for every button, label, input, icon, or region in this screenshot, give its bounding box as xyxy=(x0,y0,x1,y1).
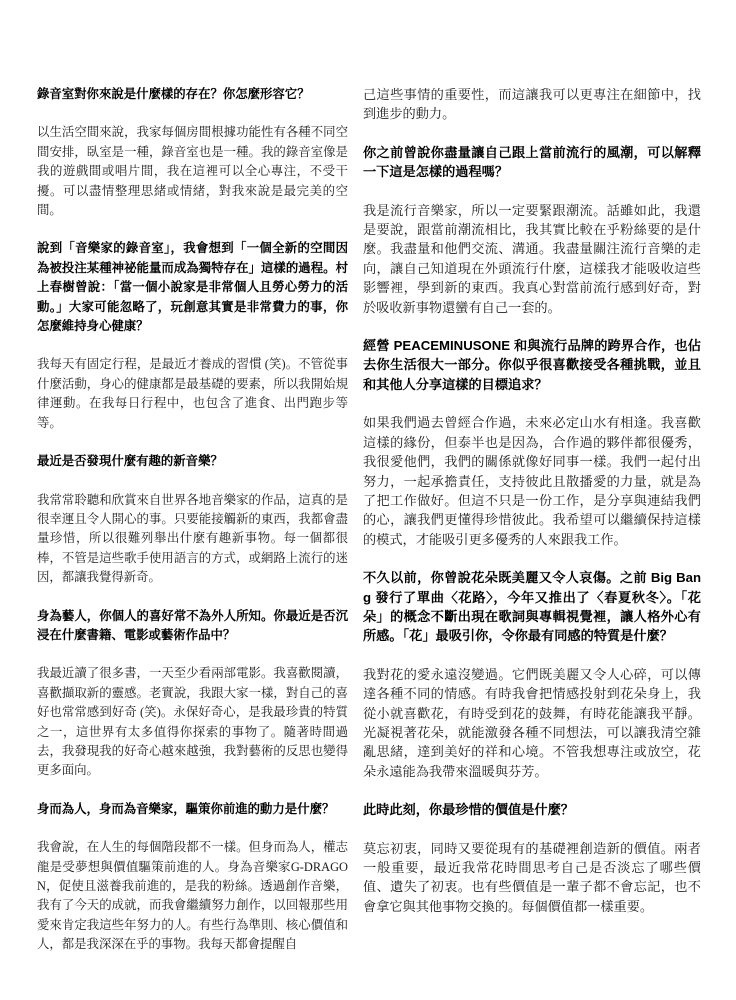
interview-answer: 我每天有固定行程，是最近才養成的習慣 (笑)。不管從事什麼活動，身心的健康都是最基礎的要素，所以我開始規律運動。在我每日行程中，也包含了進食、出門跑步等等。 xyxy=(37,357,348,430)
interview-question: 身而為人，身而為音樂家，驅策你前進的動力是什麼？ xyxy=(37,801,335,816)
interview-answer: 莫忘初衷，同時又要從現有的基礎裡創造新的價值。兩者一般重要，最近我常花時間思考自己是否淡忘了哪些價值、遺失了初衷。也有些價值是一輩子都不會忘記，也不會拿它與其他事物交換的。每個價值都一樣重要。 xyxy=(363,840,701,914)
interview-answer: 我常常聆聽和欣賞來自世界各地音樂家的作品，這真的是很幸運且令人開心的事。只要能接觸新的東西，我都會盡量珍惜，所以很難列舉出什麼有趣新事物。每一個都很棒，不管是這些歌手使用語言的方式，或網路上流行的迷因，都讓我覺得新奇。 xyxy=(37,492,348,585)
interview-answer: 我會說，在人生的每個階段都不一樣。但身而為人，權志龍是受夢想與價值驅策前進的人。身為音樂家G-DRAGON，促使且滋養我前進的，是我的粉絲。透過創作音樂，我有了今天的成就，而我會繼續努力創作，以回報那些用愛來肯定我這些年努力的人。有些行為準則、核心價值和人，都是我深深在乎的事物。我每天都會提醒自 xyxy=(37,840,348,952)
interview-answer: 己這些事情的重要性，而這讓我可以更專注在細節中，找到進步的動力。 xyxy=(363,87,701,122)
interview-question: 此時此刻，你最珍惜的價值是什麼？ xyxy=(363,802,574,818)
interview-question: 你之前曾說你盡量讓自己跟上當前流行的風潮，可以解釋一下這是怎樣的過程嗎？ xyxy=(363,144,701,180)
interview-answer: 我最近讀了很多書，一天至少看兩部電影。我喜歡閱讀，喜歡擷取新的靈感。老實說，我跟大家一樣，對自己的喜好也常常感到好奇 (笑)。永保好奇心，是我最珍貴的特質之一，這世界有太多值得你探索的事物了。隨著時間過去，我發現我的好奇心越來越強，我對藝術的反思也變得更多面向。 xyxy=(37,666,348,778)
interview-question: 說到「音樂家的錄音室」，我會想到「一個全新的空間因為被投注某種神祕能量而成為獨特存在」這樣的過程。村上春樹曾說：「當一個小說家是非常個人且勞心勞力的活動。」大家可能忽略了，玩創意其實是非常費力的事，你怎麼維持身心健康？ xyxy=(37,241,348,334)
interview-question: 經營 PEACEMINUSONE 和與流行品牌的跨界合作，也佔去你生活很大一部分。你似乎很喜歡接受各種挑戰，並且和其他人分享這樣的目標追求？ xyxy=(363,338,701,392)
article-column-right xyxy=(363,85,701,935)
interview-answer: 如果我們過去曾經合作過，未來必定山水有相逢。我喜歡這樣的緣份，但泰半也是因為，合作過的夥伴都很優秀，我很愛他們，我們的關係就像好同事一樣。我們一起付出努力，一起承擔責任，支持彼此且散播愛的力量，就是為了把工作做好。但這不只是一份工作，是分享與連結我們的心，讓我們更懂得珍惜彼此。我希望可以繼續保持這樣的模式，才能吸引更多優秀的人來跟我工作。 xyxy=(363,415,701,547)
interview-answer: 我對花的愛永遠沒變過。它們既美麗又令人心碎，可以傳達各種不同的情感。有時我會把情感投射到花朵身上，我從小就喜歡花，有時受到花的鼓舞，有時花能讓我平靜。光凝視著花朵，就能激發各種不同想法，可以讓我清空雜亂思緒，達到美好的祥和心境。不管我想專注或放空，花朵永遠能為我帶來溫暖與芬芳。 xyxy=(363,666,701,779)
interview-question: 不久以前，你曾說花朵既美麗又令人哀傷。之前 Big Bang 發行了單曲〈花路〉，今年又推出了〈春夏秋冬〉。「花朵」的概念不斷出現在歌詞與專輯視覺裡，讓人格外心有所感。「花」最吸引你，令你最有同感的特質是什麼？ xyxy=(363,570,701,644)
interview-question: 錄音室對你來說是什麼樣的存在？你怎麼形容它？ xyxy=(37,87,310,101)
interview-question: 最近是否發現什麼有趣的新音樂？ xyxy=(37,454,223,469)
interview-answer: 以生活空間來說，我家每個房間根據功能性有各種不同空間安排，臥室是一種，錄音室也是一種。我的錄音室像是我的遊戲間或唱片間，我在這裡可以全心專注，不受干擾。可以盡情整理思緒或情緒，對我來說是最完美的空間。 xyxy=(37,125,348,218)
interview-answer: 我是流行音樂家，所以一定要緊跟潮流。話雖如此，我還是要說，跟當前潮流相比，我其實比較在乎粉絲要的是什麼。我盡量和他們交流、溝通。我盡量關注流行音樂的走向，讓自己知道現在外頭流行什麼，這樣我才能吸收這些影響裡，學到新的東西。我真心對當前流行感到好奇，對於吸收新事物還蠻有自己一套的。 xyxy=(363,202,701,315)
article-column-left xyxy=(37,85,348,974)
interview-question: 身為藝人，你個人的喜好常不為外人所知。你最近是否沉浸在什麼書籍、電影或藝術作品中？ xyxy=(37,608,348,642)
